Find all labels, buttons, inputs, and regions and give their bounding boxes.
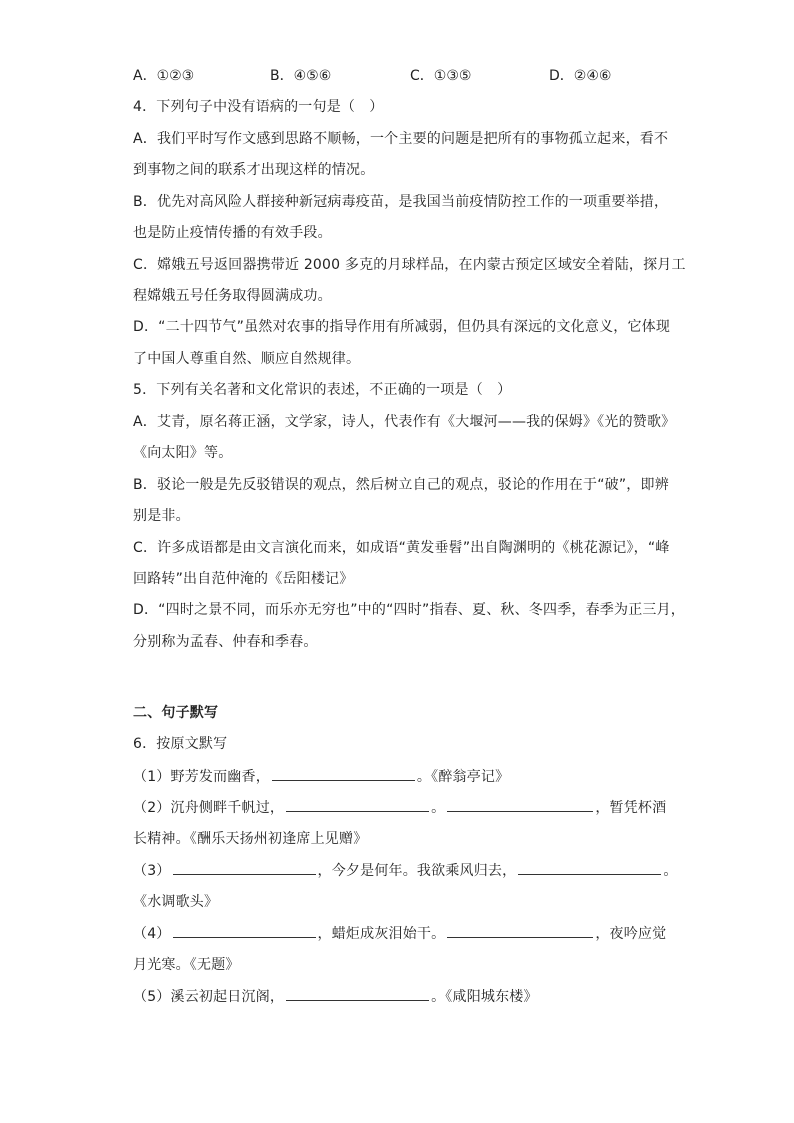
q4-option-d-line2: 了中国人尊重自然、顺应自然规律。 [133, 351, 361, 367]
q6-item-5 [133, 986, 538, 1007]
q5-option-c-line2: 回路转”出自范仲淹的《岳阳楼记》 [133, 571, 354, 587]
q5-option-d-line2: 分别称为孟春、仲春和季春。 [133, 634, 318, 650]
q6-item-2 [133, 797, 666, 818]
q5-option-a-line2: 《向太阳》等。 [133, 445, 233, 461]
answer-blank[interactable] [173, 923, 316, 938]
q5-option-a-line1: A．艾青，原名蒋正涵，文学家，诗人，代表作有《大堰河——我的保姆》《光的赞歌》 [133, 414, 676, 430]
answer-blank[interactable] [272, 766, 415, 781]
q6-item-2-text-c: ，暂凭杯酒 [595, 800, 667, 816]
q6-item-3-text-c: 。 [663, 863, 678, 879]
answer-blank[interactable] [447, 797, 593, 812]
q4-option-c-line1: C．嫦娥五号返回器携带近 2000 多克的月球样品，在内蒙古预定区域安全着陆，探月工 [133, 257, 686, 273]
answer-blank[interactable] [447, 923, 593, 938]
q4-option-d-line1: D．“二十四节气”虽然对农事的指导作用有所减弱，但仍具有深远的文化意义，它体现 [133, 319, 671, 335]
q6-stem: 6．按原文默写 [133, 736, 228, 752]
q5-option-b-line2: 别是非。 [133, 508, 190, 524]
q6-item-2-text-a: （2）沉舟侧畔千帆过， [133, 800, 285, 816]
q3-option-b: B．④⑤⑥ [270, 68, 332, 84]
q5-stem: 5．下列有关名著和文化常识的表述，不正确的一项是（ ） [133, 382, 512, 398]
q6-item-3-cont: 《水调歌头》 [133, 894, 219, 910]
q6-item-4-text-a: （4） [133, 926, 171, 942]
q5-option-d-line1: D．“四时之景不同，而乐亦无穷也”中的“四时”指春、夏、秋、冬四季，春季为正三月， [133, 602, 685, 618]
q6-item-2-cont: 长精神。《酬乐天扬州初逢席上见赠》 [133, 831, 368, 847]
q6-item-5-text-b: 。《咸阳城东楼》 [431, 989, 538, 1005]
q3-option-d: D．②④⑥ [549, 68, 612, 84]
q6-item-3 [133, 860, 678, 881]
q3-option-c: C．①③⑤ [410, 68, 472, 84]
q4-option-b-line2: 也是防止疫情传播的有效手段。 [133, 225, 332, 241]
q4-stem: 4．下列句子中没有语病的一句是（ ） [133, 99, 384, 115]
section-heading: 二、句子默写 [133, 705, 219, 721]
q4-option-a-line1: A．我们平时写作文感到思路不顺畅，一个主要的问题是把所有的事物孤立起来，看不 [133, 131, 669, 147]
q3-option-a: A．①②③ [133, 68, 195, 84]
answer-blank[interactable] [173, 860, 316, 875]
q6-item-2-text-b: 。 [431, 800, 446, 816]
q6-item-1 [133, 766, 509, 787]
q6-item-4-text-c: ，夜吟应觉 [595, 926, 667, 942]
q6-item-3-text-a: （3） [133, 863, 171, 879]
q6-item-3-text-b: ，今夕是何年。我欲乘风归去， [317, 863, 517, 879]
q5-option-b-line1: B．驳论一般是先反驳错误的观点，然后树立自己的观点，驳论的作用在于“破”，即辨 [133, 477, 669, 493]
answer-blank[interactable] [286, 797, 429, 812]
answer-blank[interactable] [286, 986, 429, 1001]
q4-option-c-line2: 程嫦娥五号任务取得圆满成功。 [133, 288, 332, 304]
q6-item-4-cont: 月光寒。《无题》 [133, 957, 240, 973]
q6-item-4 [133, 923, 666, 944]
q6-item-1-text-a: （1）野芳发而幽香， [133, 769, 270, 785]
q6-item-4-text-b: ，蜡炬成灰泪始干。 [317, 926, 446, 942]
answer-blank[interactable] [518, 860, 661, 875]
q6-item-5-text-a: （5）溪云初起日沉阁， [133, 989, 285, 1005]
q4-option-b-line1: B．优先对高风险人群接种新冠病毒疫苗，是我国当前疫情防控工作的一项重要举措， [133, 194, 669, 210]
q4-option-a-line2: 到事物之间的联系才出现这样的情况。 [133, 162, 375, 178]
q5-option-c-line1: C．许多成语都是由文言演化而来，如成语“黄发垂髫”出自陶渊明的《桃花源记》，“峰 [133, 540, 670, 556]
q6-item-1-text-b: 。《醉翁亭记》 [416, 769, 510, 785]
